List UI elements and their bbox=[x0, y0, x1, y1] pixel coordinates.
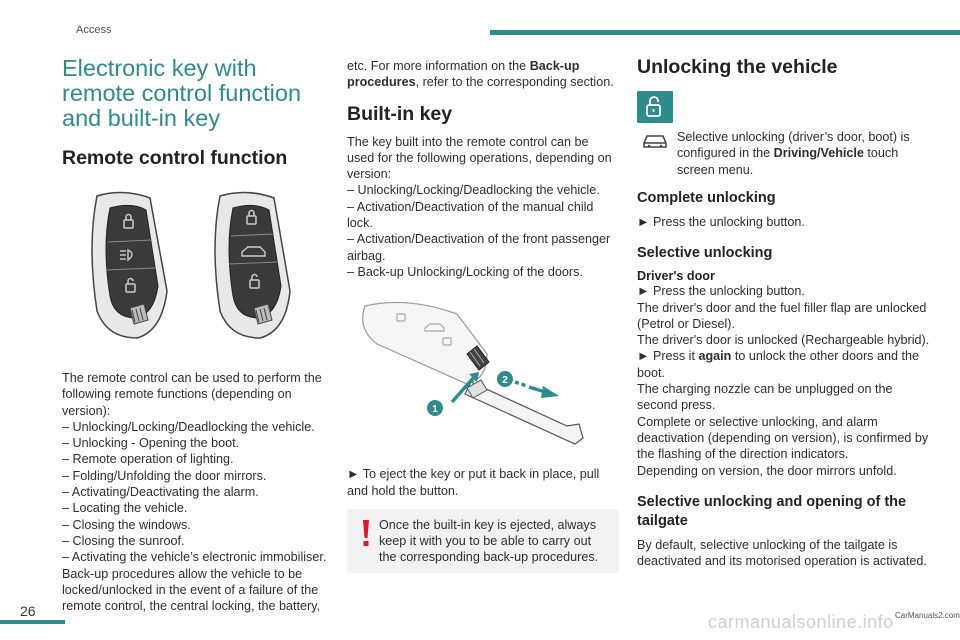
heading-selective-unlocking: Selective unlocking bbox=[637, 245, 773, 262]
column-3 bbox=[637, 56, 931, 569]
selective-para-3: The charging nozzle can be unplugged on the second press. bbox=[637, 382, 893, 413]
heading-tailgate: Selective unlocking and opening of the tailgate bbox=[637, 493, 907, 529]
column-1 bbox=[62, 52, 334, 614]
selective-para-4: Complete or selective unlocking, and alarm deactivation (depending on version), is confirmed by the flashing of the direction indicators. bbox=[637, 414, 929, 462]
selective-config-text: Selective unlocking (driver’s door, boot) is configured in the Driving/Vehicle touch screen menu. bbox=[677, 130, 910, 177]
complete-step: ► Press the unlocking button. bbox=[637, 215, 805, 229]
remote-control-illustration bbox=[62, 186, 334, 346]
list-item: – Unlocking/Locking/Deadlocking the vehicle. bbox=[62, 419, 315, 434]
warning-note-text: Once the built-in key is ejected, always keep it with you to be able to carry out the corresponding back-up procedures. bbox=[379, 517, 599, 565]
backup-text: Back-up procedures allow the vehicle to be locked/unlocked in the event of a failure of the remote control, the central locking, the battery, bbox=[62, 566, 321, 614]
callout-2: 2 bbox=[502, 375, 508, 387]
heading-unlocking-vehicle: Unlocking the vehicle bbox=[637, 56, 838, 78]
list-item: – Activation/Deactivation of the manual child lock. bbox=[347, 199, 594, 231]
selective-para-2: The driver's door is unlocked (Rechargeable hybrid). bbox=[637, 333, 930, 348]
list-item: – Unlocking - Opening the boot. bbox=[62, 436, 240, 451]
header-section-title: Access bbox=[76, 24, 112, 36]
list-item: – Locating the vehicle. bbox=[62, 501, 188, 516]
selective-step-1: ► Press the unlocking button. bbox=[637, 284, 805, 299]
remote-control-figure bbox=[62, 186, 334, 346]
watermark-small: CarManuals2.com bbox=[895, 611, 960, 620]
car-icon bbox=[641, 129, 669, 151]
exclamation-icon bbox=[359, 519, 373, 547]
list-item: – Activation/Deactivation of the front passenger airbag. bbox=[347, 232, 611, 263]
list-item: – Activating the vehicle’s electronic immobiliser. bbox=[62, 550, 327, 565]
selective-para-5: Depending on version, the door mirrors unfold. bbox=[637, 463, 897, 478]
watermark: carmanualsonline.info bbox=[708, 612, 894, 632]
selective-config-block bbox=[637, 91, 931, 177]
column-2 bbox=[347, 58, 619, 573]
list-item: – Activating/Deactivating the alarm. bbox=[62, 485, 259, 500]
built-in-intro: The key built into the remote control can be used for the following operations, depending on version: bbox=[347, 134, 612, 182]
built-in-key-illustration bbox=[347, 294, 619, 454]
remote-functions-list bbox=[62, 419, 334, 566]
drivers-door-label: Driver's door bbox=[637, 269, 715, 284]
heading-complete-unlocking: Complete unlocking bbox=[637, 190, 776, 206]
list-item: – Closing the windows. bbox=[62, 517, 191, 532]
eject-instruction: ► To eject the key or put it back in place, pull and hold the button. bbox=[347, 467, 600, 498]
heading-built-in-key: Built-in key bbox=[347, 102, 453, 125]
warning-note bbox=[347, 509, 619, 573]
list-item: – Closing the sunroof. bbox=[62, 533, 185, 548]
backup-continuation: etc. For more information on the Back-up procedures, refer to the corresponding section. bbox=[347, 59, 614, 90]
list-item: – Folding/Unfolding the door mirrors. bbox=[62, 468, 267, 483]
page-title: Electronic key with remote control function and built-in key bbox=[62, 55, 302, 131]
unlock-padlock-icon bbox=[637, 91, 673, 123]
backup-procedures-ref: Back-up procedures bbox=[347, 59, 580, 90]
callout-1: 1 bbox=[432, 404, 438, 416]
heading-remote-control: Remote control function bbox=[62, 147, 288, 169]
footer-accent-bar bbox=[0, 620, 65, 624]
list-item: – Remote operation of lighting. bbox=[62, 452, 234, 467]
list-item: – Unlocking/Locking/Deadlocking the vehicle. bbox=[347, 183, 600, 198]
tailgate-text: By default, selective unlocking of the tailgate is deactivated and its motorised operation is activated. bbox=[637, 537, 927, 569]
built-in-key-figure bbox=[347, 294, 619, 454]
remote-intro: The remote control can be used to perform the following remote functions (depending on version): bbox=[62, 371, 322, 418]
list-item: – Back-up Unlocking/Locking of the doors. bbox=[347, 264, 583, 279]
selective-step-2: ► Press it again to unlock the other doors and the boot. bbox=[637, 349, 919, 380]
built-in-functions-list bbox=[347, 182, 619, 280]
header-accent-bar bbox=[490, 30, 960, 35]
page-number: 26 bbox=[20, 603, 36, 619]
selective-para-1: The driver's door and the fuel filler flap are unlocked (Petrol or Diesel). bbox=[637, 300, 927, 331]
